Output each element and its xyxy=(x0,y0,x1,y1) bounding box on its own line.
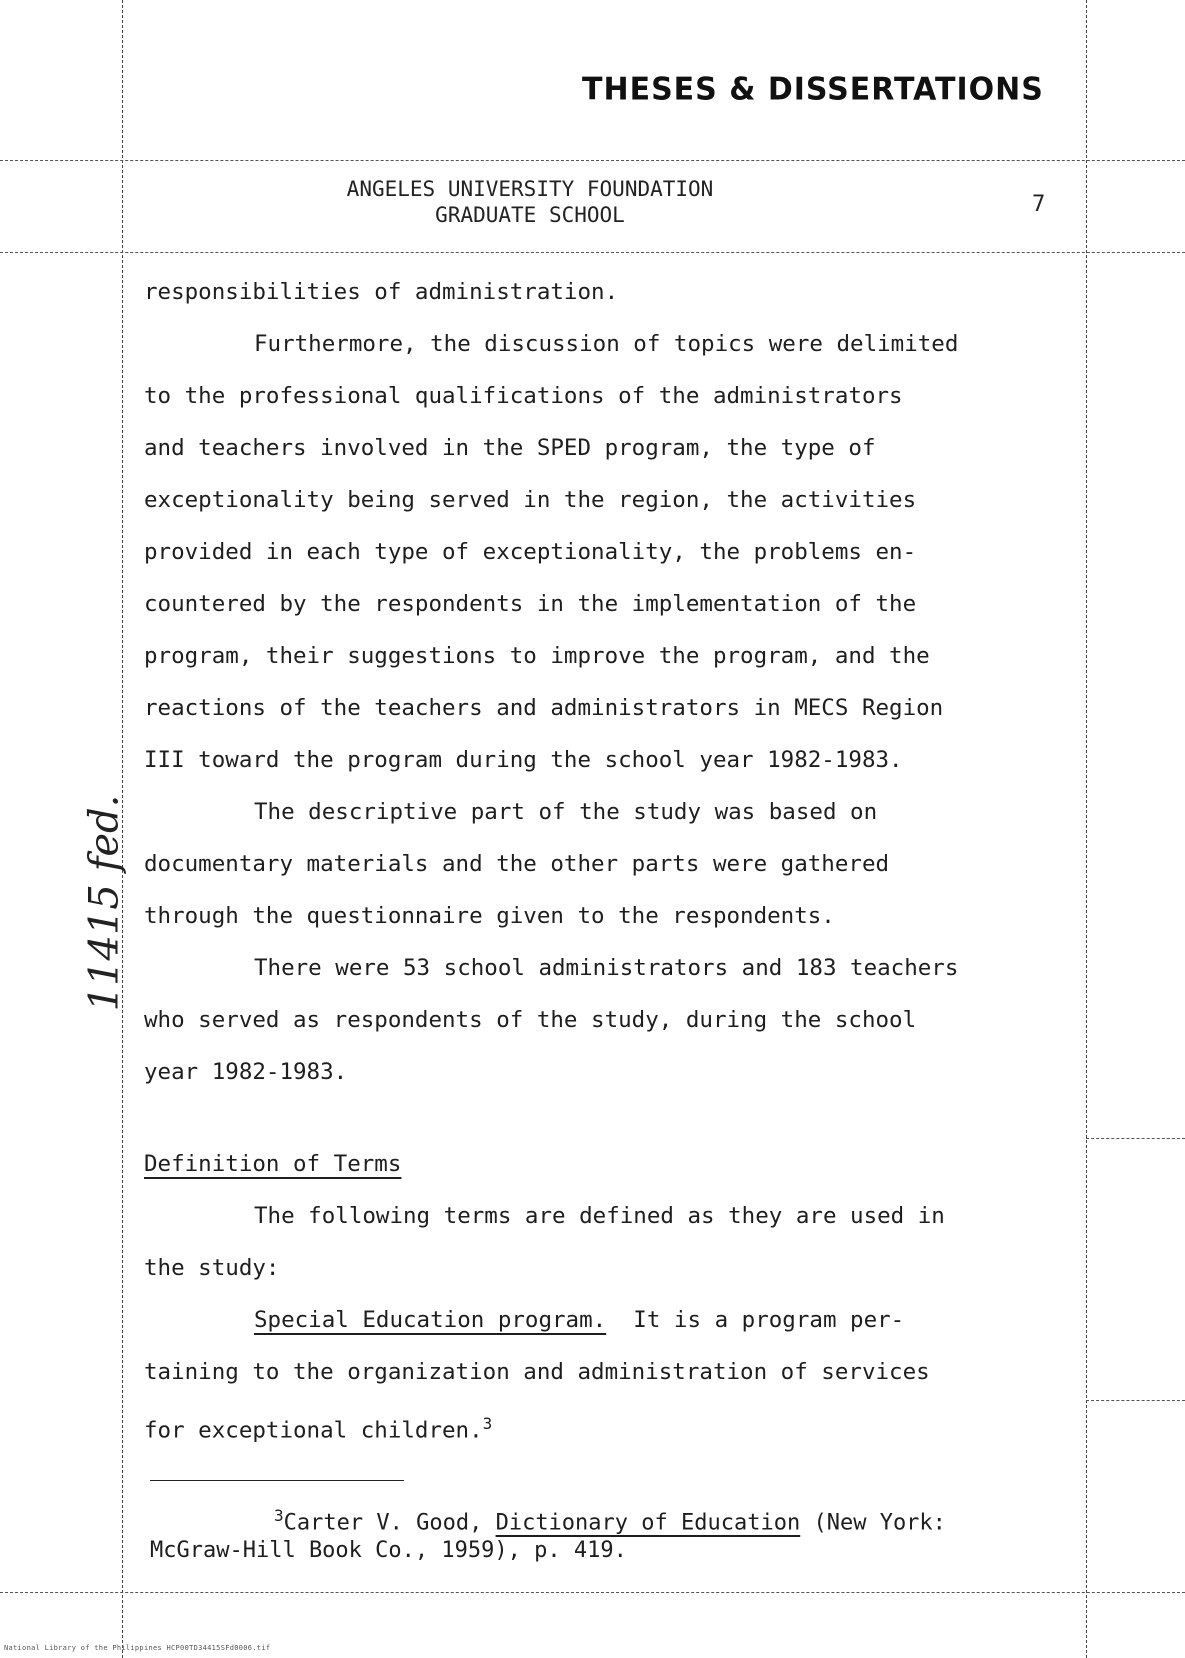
right-tick-1 xyxy=(1086,1138,1185,1139)
page-number: 7 xyxy=(1032,192,1046,217)
body-line: to the professional qualifications of the administrators xyxy=(144,383,903,409)
footnote xyxy=(150,1502,946,1565)
body-line: responsibilities of administration. xyxy=(144,279,619,305)
header-school: GRADUATE SCHOOL xyxy=(435,203,625,227)
header-top-rule xyxy=(0,160,1185,161)
body-line: countered by the respondents in the implementation of the xyxy=(144,591,917,617)
right-margin-line xyxy=(1086,0,1087,1658)
footnote-rule xyxy=(150,1480,404,1481)
body-line: and teachers involved in the SPED program, the type of xyxy=(144,435,876,461)
body-line: There were 53 school administrators and 183 teachers xyxy=(254,955,959,981)
body-line: year 1982-1983. xyxy=(144,1059,348,1085)
header-institution: ANGELES UNIVERSITY FOUNDATION xyxy=(346,177,714,201)
body-line: provided in each type of exceptionality, the problems en- xyxy=(144,539,917,565)
theses-dissertations-stamp: THESES & DISSERTATIONS xyxy=(582,71,1044,108)
footnote-marker: 3 xyxy=(274,1506,284,1525)
footnote-reference: 3 xyxy=(482,1414,493,1433)
body-line: Furthermore, the discussion of topics were delimited xyxy=(254,331,959,357)
body-line: program, their suggestions to improve the program, and the xyxy=(144,643,930,669)
term-definition-end: for exceptional children. xyxy=(144,1417,483,1444)
term-definition-cont: taining to the organization and administration of services xyxy=(144,1359,930,1385)
page-bottom-rule xyxy=(0,1592,1185,1593)
footnote-publisher-start: (New York: xyxy=(813,1510,946,1536)
body-line: who served as respondents of the study, during the school xyxy=(144,1007,917,1033)
term-definition: It is a program per- xyxy=(633,1307,905,1333)
body-line: exceptionality being served in the region, the activities xyxy=(144,487,917,513)
header-bottom-rule xyxy=(0,252,1185,253)
body-line: III toward the program during the school year 1982-1983. xyxy=(144,747,903,773)
handwritten-accession-number: 11415 fed. xyxy=(81,794,128,1012)
section-heading: Definition of Terms xyxy=(144,1151,402,1177)
footnote-title: Dictionary of Education xyxy=(495,1510,801,1536)
definition-intro: The following terms are defined as they are used in xyxy=(254,1203,945,1229)
footnote-author: Carter V. Good, xyxy=(283,1510,483,1536)
right-tick-2 xyxy=(1086,1400,1185,1401)
definition-intro-end: the study: xyxy=(144,1255,280,1281)
body-line: The descriptive part of the study was based on xyxy=(254,799,878,825)
body-text xyxy=(144,266,1084,1450)
body-line: reactions of the teachers and administrators in MECS Region xyxy=(144,695,944,721)
footnote-line2: McGraw-Hill Book Co., 1959), p. 419. xyxy=(150,1538,627,1564)
term-name: Special Education program. xyxy=(254,1307,607,1333)
body-line: through the questionnaire given to the respondents. xyxy=(144,903,835,929)
scan-label: National Library of the Philippines HCP00TD34415SFd0006.tif xyxy=(4,1644,271,1652)
body-line: documentary materials and the other parts were gathered xyxy=(144,851,890,877)
